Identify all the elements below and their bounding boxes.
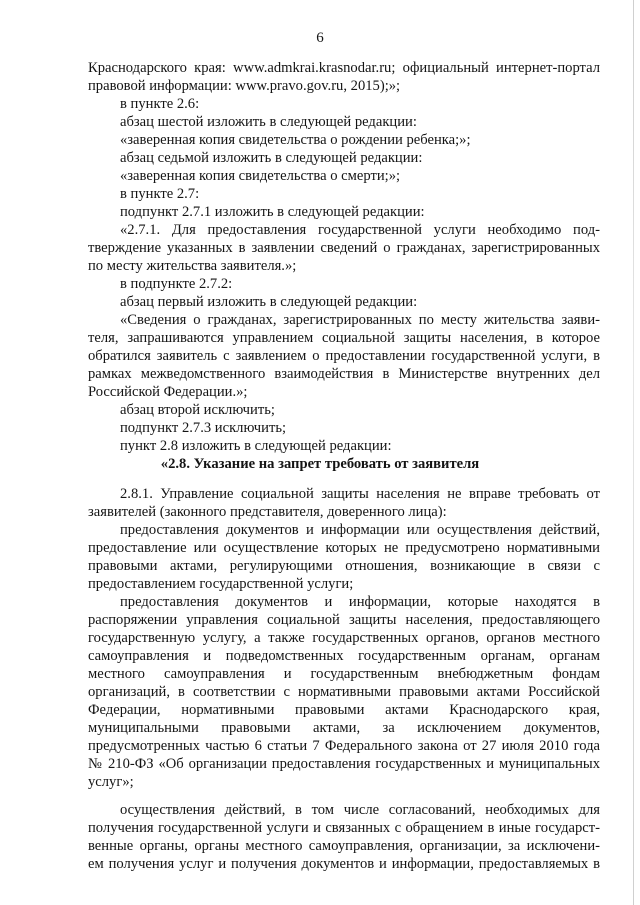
text-line: по месту жительства заявителя.»;: [88, 258, 297, 274]
text-line: заявителей (законного представителя, доверенного лица):: [88, 504, 447, 520]
text-line: предоставления документов и информации или осуществления действий,: [120, 522, 600, 538]
text-line: получения государственной услуги и связанных с обращением в иные государст-: [88, 820, 600, 836]
text-line: тверждение указанных в заявлении сведений о гражданах, зарегистрированных: [88, 240, 600, 256]
text-line: предоставление или осуществление которых не предусмотрено нормативными: [88, 540, 600, 556]
text-line: Российской Федерации.»;: [88, 384, 248, 400]
section-heading: «2.8. Указание на запрет требовать от заявителя: [160, 456, 480, 472]
text-line: правовой информации: www.pravo.gov.ru, 2015);»;: [88, 78, 401, 94]
text-line: пункт 2.8 изложить в следующей редакции:: [120, 438, 392, 454]
text-line: 2.8.1. Управление социальной защиты населения не вправе требовать от: [120, 486, 600, 502]
scan-edge-line: [633, 0, 634, 905]
text-line: венные органы, органы местного самоуправления, организации, за исключени-: [88, 838, 600, 854]
text-line: «заверенная копия свидетельства о рождении ребенка;»;: [120, 132, 471, 148]
text-line: Краснодарского края: www.admkrai.krasnodar.ru; официальный интернет-портал: [88, 60, 600, 76]
text-line: местного самоуправления и государственным внебюджетным фондам: [88, 666, 600, 682]
text-line: в подпункте 2.7.2:: [120, 276, 233, 292]
text-line: услуг»;: [88, 774, 134, 790]
text-line: «2.7.1. Для предоставления государственной услуги необходимо под-: [120, 222, 600, 238]
text-line: самоуправления и подведомственных государственным органам, органам: [88, 648, 600, 664]
text-line: № 210-ФЗ «Об организации предоставления государственных и муниципальных: [88, 756, 600, 772]
text-line: абзац первый изложить в следующей редакции:: [120, 294, 418, 310]
text-line: «заверенная копия свидетельства о смерти;»;: [120, 168, 401, 184]
text-line: предусмотренных частью 6 статьи 7 Федерального закона от 27 июля 2010 года: [88, 738, 600, 754]
text-line: абзац второй исключить;: [120, 402, 275, 418]
text-line: подпункт 2.7.1 изложить в следующей редакции:: [120, 204, 425, 220]
text-line: государственную услугу, а также государственных органов, органов местного: [88, 630, 600, 646]
text-line: предоставлением государственной услуги;: [88, 576, 354, 592]
text-line: в пункте 2.6:: [120, 96, 200, 112]
text-line: абзац шестой изложить в следующей редакции:: [120, 114, 417, 130]
text-line: подпункт 2.7.3 исключить;: [120, 420, 287, 436]
text-line: распоряжении управления социальной защиты населения, предоставляющего: [88, 612, 600, 628]
text-line: теля, запрашиваются управлением социальной защиты населения, в которое: [88, 330, 600, 346]
text-line: Федерации, нормативными правовыми актами Краснодарского края,: [88, 702, 600, 718]
text-line: ем получения услуг и получения документов и информации, предоставляемых в: [88, 856, 600, 872]
text-line: осуществления действий, в том числе согласований, необходимых для: [120, 802, 600, 818]
text-line: правовыми актами, регулирующими отношения, возникающие в связи с: [88, 558, 600, 574]
text-line: муниципальными правовыми актами, за исключением документов,: [88, 720, 600, 736]
text-line: предоставления документов и информации, которые находятся в: [120, 594, 600, 610]
text-line: абзац седьмой изложить в следующей редакции:: [120, 150, 423, 166]
text-line: в пункте 2.7:: [120, 186, 200, 202]
text-line: обратился заявитель с заявлением о предоставлении государственной услуги, в: [88, 348, 600, 364]
text-line: «Сведения о гражданах, зарегистрированных по месту жительства заяви-: [120, 312, 600, 328]
text-line: рамках межведомственного взаимодействия в Министерстве внутренних дел: [88, 366, 600, 382]
page-number: 6: [316, 30, 324, 46]
text-line: организаций, в соответствии с нормативными правовыми актами Российской: [88, 684, 600, 700]
